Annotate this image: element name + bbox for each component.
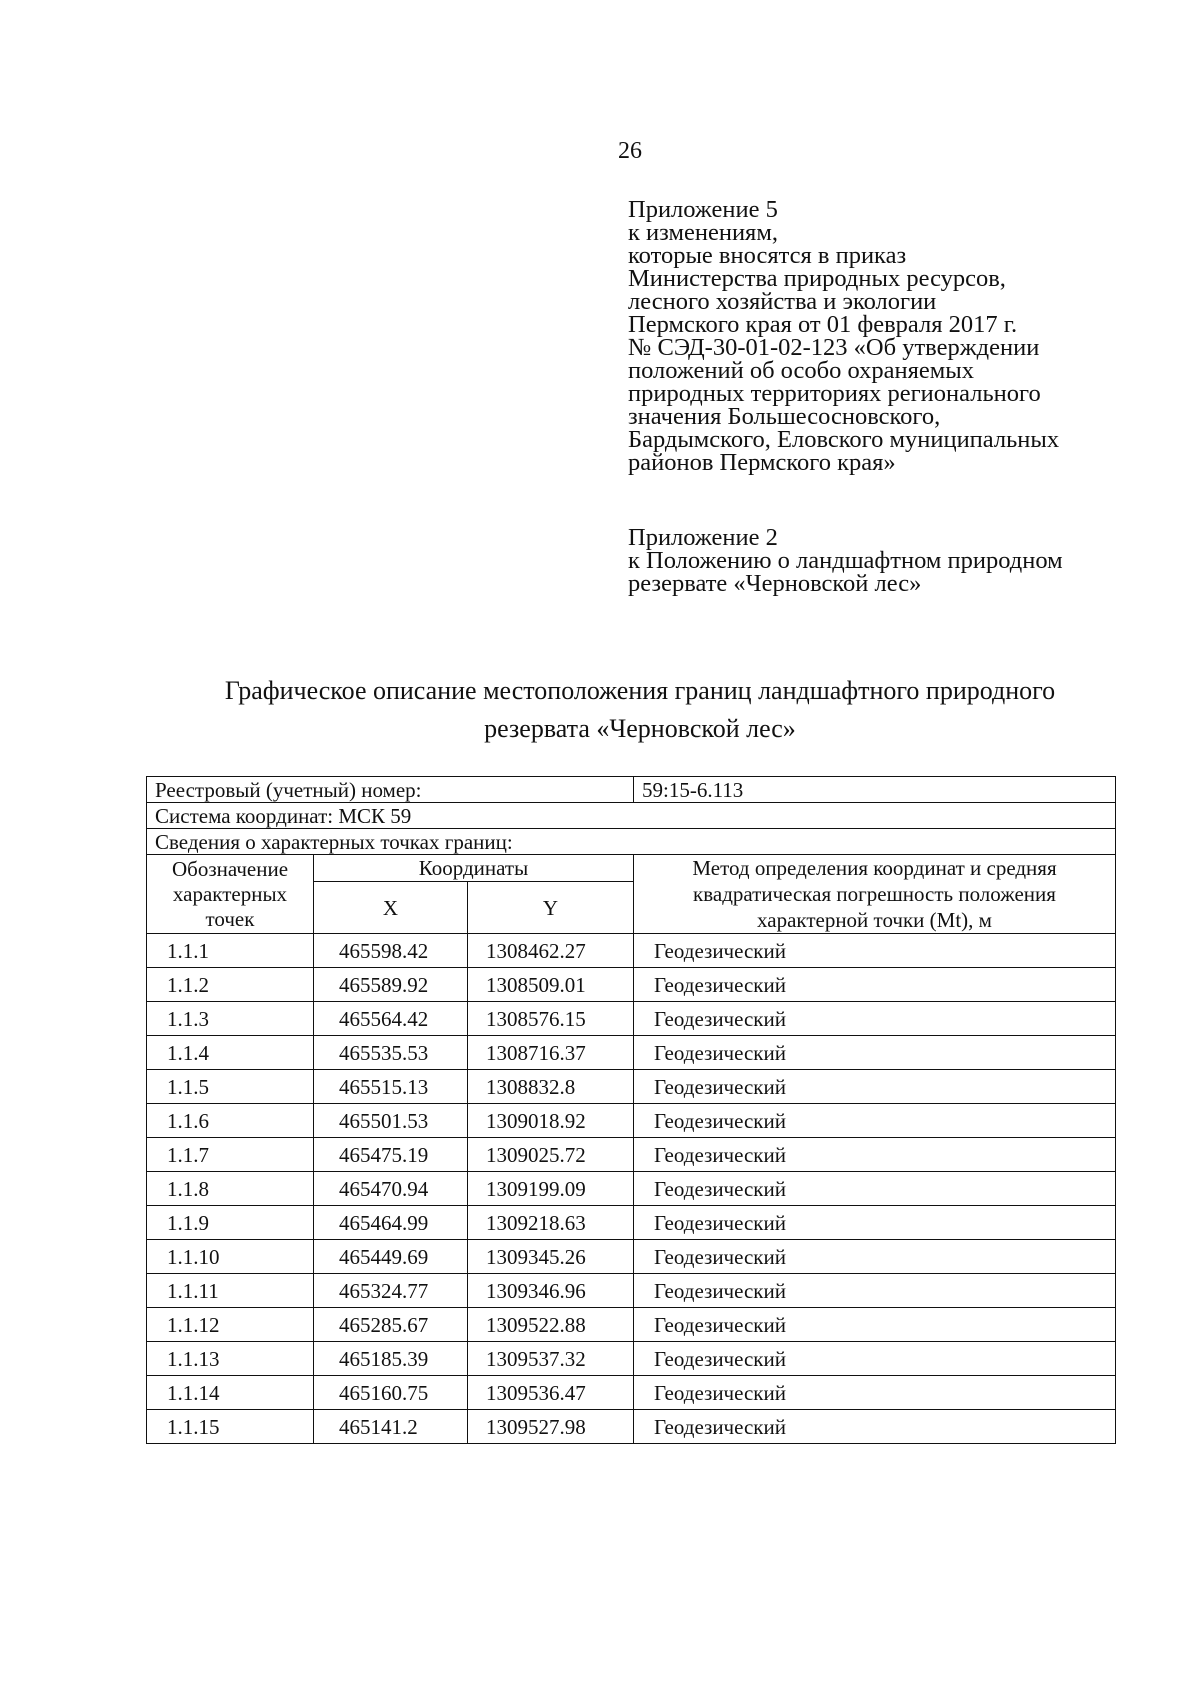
- point-cell: 1.1.2: [147, 968, 314, 1002]
- header-coordinates: Координаты: [314, 855, 634, 882]
- header-x: X: [314, 882, 468, 934]
- annex-main-line: № СЭД-30-01-02-123 «Об утверждении: [628, 334, 1040, 361]
- method-cell: Геодезический: [634, 1274, 1116, 1308]
- table-row: [147, 1138, 1116, 1172]
- annex-main-line: которые вносятся в приказ: [628, 242, 907, 269]
- method-cell: Геодезический: [634, 1002, 1116, 1036]
- table-row: [147, 1070, 1116, 1104]
- y-cell: 1308462.27: [468, 934, 634, 968]
- y-cell: 1309537.32: [468, 1342, 634, 1376]
- table-row: [147, 1036, 1116, 1070]
- x-cell: 465141.2: [314, 1410, 468, 1444]
- annex-sub-line: резервате «Черновской лес»: [628, 570, 922, 597]
- method-cell: Геодезический: [634, 1308, 1116, 1342]
- point-cell: 1.1.11: [147, 1274, 314, 1308]
- document-title: [150, 672, 1130, 748]
- x-cell: 465589.92: [314, 968, 468, 1002]
- header-row: [147, 855, 1116, 882]
- registry-label: Реестровый (учетный) номер:: [147, 777, 634, 803]
- table-row: [147, 1172, 1116, 1206]
- table-row: [147, 1206, 1116, 1240]
- table-row: [147, 1104, 1116, 1138]
- point-cell: 1.1.3: [147, 1002, 314, 1036]
- method-cell: Геодезический: [634, 1206, 1116, 1240]
- annex-sub-line: к Положению о ландшафтном природном: [628, 547, 1063, 574]
- annex-sub-block: [628, 526, 1188, 595]
- header-y: Y: [468, 882, 634, 934]
- table-row: [147, 968, 1116, 1002]
- y-cell: 1309218.63: [468, 1206, 634, 1240]
- point-cell: 1.1.6: [147, 1104, 314, 1138]
- point-cell: 1.1.13: [147, 1342, 314, 1376]
- title-line-1: Графическое описание местоположения границ ландшафтного природного: [224, 676, 1056, 705]
- table-row: [147, 1342, 1116, 1376]
- x-cell: 465160.75: [314, 1376, 468, 1410]
- point-cell: 1.1.9: [147, 1206, 314, 1240]
- annex-main-line: лесного хозяйства и экологии: [628, 288, 937, 315]
- point-cell: 1.1.8: [147, 1172, 314, 1206]
- points-info: Сведения о характерных точках границ:: [147, 829, 1116, 855]
- y-cell: 1309018.92: [468, 1104, 634, 1138]
- method-cell: Геодезический: [634, 1070, 1116, 1104]
- method-cell: Геодезический: [634, 1240, 1116, 1274]
- x-cell: 465515.13: [314, 1070, 468, 1104]
- x-cell: 465564.42: [314, 1002, 468, 1036]
- registry-row: [147, 777, 1116, 803]
- y-cell: 1308576.15: [468, 1002, 634, 1036]
- point-cell: 1.1.5: [147, 1070, 314, 1104]
- annex-main-line: Министерства природных ресурсов,: [628, 265, 1006, 292]
- table-row: [147, 1308, 1116, 1342]
- annex-main-block: [628, 198, 1188, 474]
- table-row: [147, 934, 1116, 968]
- annex-main-line: положений об особо охраняемых: [628, 357, 974, 384]
- method-cell: Геодезический: [634, 968, 1116, 1002]
- annex-main-line: значения Большесосновского,: [628, 403, 941, 430]
- y-cell: 1309522.88: [468, 1308, 634, 1342]
- x-cell: 465501.53: [314, 1104, 468, 1138]
- method-cell: Геодезический: [634, 1342, 1116, 1376]
- table-row: [147, 1410, 1116, 1444]
- annex-main-line: Пермского края от 01 февраля 2017 г.: [628, 311, 1018, 338]
- page-number: 26: [618, 138, 642, 164]
- y-cell: 1309025.72: [468, 1138, 634, 1172]
- annex-main-line: Приложение 5: [628, 196, 778, 223]
- table-row: [147, 1376, 1116, 1410]
- x-cell: 465464.99: [314, 1206, 468, 1240]
- point-cell: 1.1.1: [147, 934, 314, 968]
- table-row: [147, 1002, 1116, 1036]
- point-cell: 1.1.14: [147, 1376, 314, 1410]
- point-cell: 1.1.12: [147, 1308, 314, 1342]
- table-row: [147, 1274, 1116, 1308]
- y-cell: 1309345.26: [468, 1240, 634, 1274]
- annex-main-line: к изменениям,: [628, 219, 778, 246]
- registry-value: 59:15-6.113: [634, 777, 1116, 803]
- point-cell: 1.1.15: [147, 1410, 314, 1444]
- method-cell: Геодезический: [634, 1104, 1116, 1138]
- point-cell: 1.1.10: [147, 1240, 314, 1274]
- title-line-2: резервата «Черновской лес»: [484, 714, 796, 743]
- y-cell: 1309199.09: [468, 1172, 634, 1206]
- x-cell: 465598.42: [314, 934, 468, 968]
- method-cell: Геодезический: [634, 1410, 1116, 1444]
- y-cell: 1308716.37: [468, 1036, 634, 1070]
- y-cell: 1309527.98: [468, 1410, 634, 1444]
- y-cell: 1309536.47: [468, 1376, 634, 1410]
- y-cell: 1308832.8: [468, 1070, 634, 1104]
- x-cell: 465535.53: [314, 1036, 468, 1070]
- y-cell: 1308509.01: [468, 968, 634, 1002]
- x-cell: 465475.19: [314, 1138, 468, 1172]
- annex-main-line: районов Пермского края»: [628, 449, 896, 476]
- annex-sub-line: Приложение 2: [628, 524, 778, 551]
- coord-system: Система координат: МСК 59: [147, 803, 1116, 829]
- y-cell: 1309346.96: [468, 1274, 634, 1308]
- x-cell: 465324.77: [314, 1274, 468, 1308]
- x-cell: 465185.39: [314, 1342, 468, 1376]
- annex-main-line: природных территориях регионального: [628, 380, 1041, 407]
- method-cell: Геодезический: [634, 934, 1116, 968]
- points-info-row: [147, 829, 1116, 855]
- method-cell: Геодезический: [634, 1172, 1116, 1206]
- header-point: Обозначение характерных точек: [147, 855, 314, 934]
- x-cell: 465470.94: [314, 1172, 468, 1206]
- method-cell: Геодезический: [634, 1036, 1116, 1070]
- method-cell: Геодезический: [634, 1138, 1116, 1172]
- header-method: Метод определения координат и средняя квадратическая погрешность положения характерной точки (Mt), м: [634, 855, 1116, 934]
- method-cell: Геодезический: [634, 1376, 1116, 1410]
- point-cell: 1.1.7: [147, 1138, 314, 1172]
- x-cell: 465285.67: [314, 1308, 468, 1342]
- point-cell: 1.1.4: [147, 1036, 314, 1070]
- coordinates-table: [146, 776, 1116, 1444]
- table-row: [147, 1240, 1116, 1274]
- coord-system-row: [147, 803, 1116, 829]
- x-cell: 465449.69: [314, 1240, 468, 1274]
- annex-main-line: Бардымского, Еловского муниципальных: [628, 426, 1060, 453]
